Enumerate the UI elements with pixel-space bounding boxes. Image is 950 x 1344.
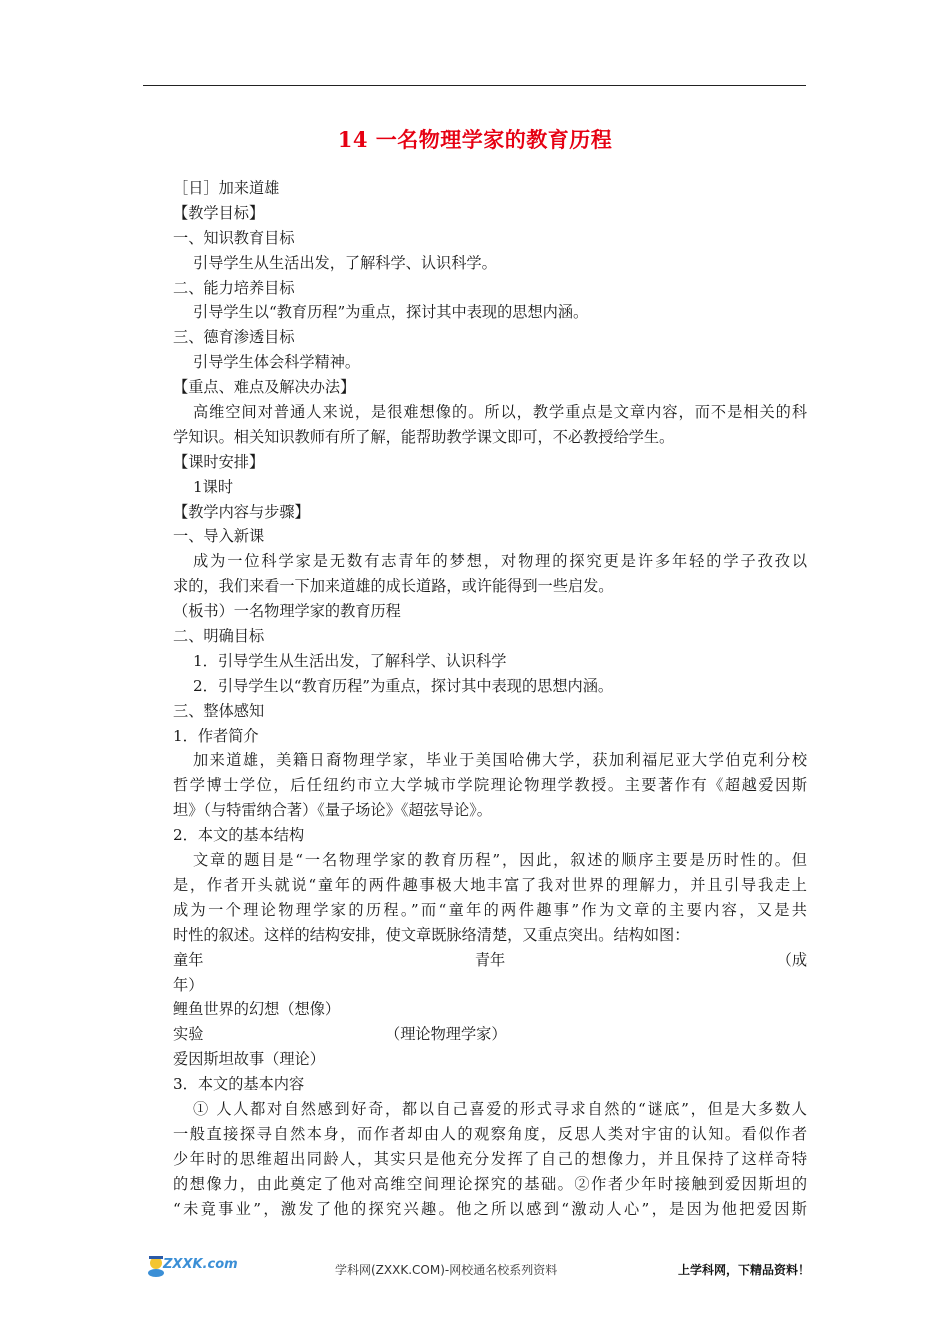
diagram-label: 实验 bbox=[173, 1025, 204, 1044]
list-item: 1．引导学生从生活出发，了解科学、认识科学 bbox=[193, 651, 507, 670]
document-body bbox=[173, 176, 807, 1221]
subheading: 三、德育渗透目标 bbox=[173, 328, 295, 347]
subheading: 一、导入新课 bbox=[173, 527, 265, 546]
subheading: 二、明确目标 bbox=[173, 627, 265, 646]
diagram-label: 鲤鱼世界的幻想（想像） bbox=[173, 1000, 341, 1019]
paragraph: 的想像力，由此奠定了他对高维空间理论探究的基础。②作者少年时接触到爱因斯坦的 bbox=[173, 1174, 807, 1193]
header-rule bbox=[143, 85, 806, 86]
section-heading: 【课时安排】 bbox=[173, 452, 265, 471]
paragraph: 1课时 bbox=[193, 477, 234, 496]
paragraph: 引导学生体会科学精神。 bbox=[193, 353, 361, 372]
paragraph: 加来道雄，美籍日裔物理学家，毕业于美国哈佛大学，获加利福尼亚大学伯克利分校 bbox=[193, 751, 807, 770]
logo-text: ZXXK.com bbox=[163, 1257, 238, 1272]
paragraph: 引导学生以“教育历程”为重点，探讨其中表现的思想内涵。 bbox=[193, 303, 589, 322]
paragraph: 时性的叙述。这样的结构安排，使文章既脉络清楚，又重点突出。结构如图： bbox=[173, 925, 690, 944]
paragraph: 求的，我们来看一下加来道雄的成长道路，或许能得到一些启发。 bbox=[173, 577, 614, 596]
structure-diagram-row bbox=[173, 948, 807, 973]
paragraph: 哲学博士学位，后任纽约市立大学城市学院理论物理学教授。主要著作有《超越爱因斯 bbox=[173, 776, 807, 795]
paragraph: 成为一个理论物理学家的历程。”而“童年的两件趣事”作为文章的主要内容，又是共 bbox=[173, 900, 807, 919]
paragraph: 学知识。相关知识教师有所了解，能帮助教学课文即可，不必教授给学生。 bbox=[173, 427, 675, 446]
diagram-label: 童年 bbox=[173, 950, 204, 969]
subheading: 一、知识教育目标 bbox=[173, 228, 295, 247]
section-heading: 【重点、难点及解决办法】 bbox=[173, 378, 356, 397]
paragraph: 是，作者开头就说“童年的两件趣事极大地丰富了我对世界的理解力，并且引导我走上 bbox=[173, 875, 807, 894]
paragraph: “未竟事业”，激发了他的探究兴趣。他之所以感到“激动人心”，是因为他把爱因斯 bbox=[173, 1199, 807, 1218]
paragraph: 引导学生从生活出发，了解科学、认识科学。 bbox=[193, 253, 497, 272]
paragraph: 坦》（与特雷纳合著）《量子场论》《超弦导论》。 bbox=[173, 801, 492, 820]
paragraph: 文章的题目是“一名物理学家的教育历程”，因此，叙述的顺序主要是历时性的。但 bbox=[193, 851, 807, 870]
diagram-label: 青年 bbox=[474, 950, 506, 969]
subheading: 3．本文的基本内容 bbox=[173, 1075, 305, 1094]
section-heading: 【教学内容与步骤】 bbox=[173, 502, 310, 521]
footer-slogan: 上学科网，下精品资料！ bbox=[678, 1263, 811, 1277]
list-item: 2．引导学生以“教育历程”为重点，探讨其中表现的思想内涵。 bbox=[193, 676, 614, 695]
author-line: ［日］加来道雄 bbox=[173, 179, 280, 197]
paragraph: 一般直接探寻自然本身，而作者却由人的观察角度，反思人类对宇宙的认知。看似作者 bbox=[173, 1124, 807, 1143]
diagram-label: （成 bbox=[776, 950, 807, 969]
subheading: 2．本文的基本结构 bbox=[173, 826, 305, 845]
paragraph: 高维空间对普通人来说，是很难想像的。所以，教学重点是文章内容，而不是相关的科 bbox=[193, 403, 807, 422]
paragraph: （板书）一名物理学家的教育历程 bbox=[173, 602, 401, 621]
paragraph: ① 人人都对自然感到好奇，都以自己喜爱的形式寻求自然的“谜底”，但是大多数人 bbox=[193, 1099, 807, 1118]
structure-diagram-row bbox=[173, 1022, 807, 1047]
footer-center-text: 学科网(ZXXK.COM)-网校通名校系列资料 bbox=[335, 1263, 558, 1277]
page-title: 14 一名物理学家的教育历程 bbox=[337, 127, 613, 152]
diagram-label: 年） bbox=[173, 975, 204, 994]
section-heading: 【教学目标】 bbox=[173, 203, 265, 222]
paragraph: 成为一位科学家是无数有志青年的梦想，对物理的探究更是许多年轻的学子孜孜以 bbox=[193, 552, 807, 571]
diagram-label: 爱因斯坦故事（理论） bbox=[173, 1050, 325, 1069]
subheading: 1．作者简介 bbox=[173, 726, 259, 745]
subheading: 三、整体感知 bbox=[173, 701, 265, 720]
subheading: 二、能力培养目标 bbox=[173, 278, 295, 297]
diagram-label: （理论物理学家） bbox=[385, 1025, 507, 1044]
paragraph: 少年时的思维超出同龄人，其实只是他充分发挥了自己的想像力，并且保持了这样奇特 bbox=[173, 1149, 807, 1168]
